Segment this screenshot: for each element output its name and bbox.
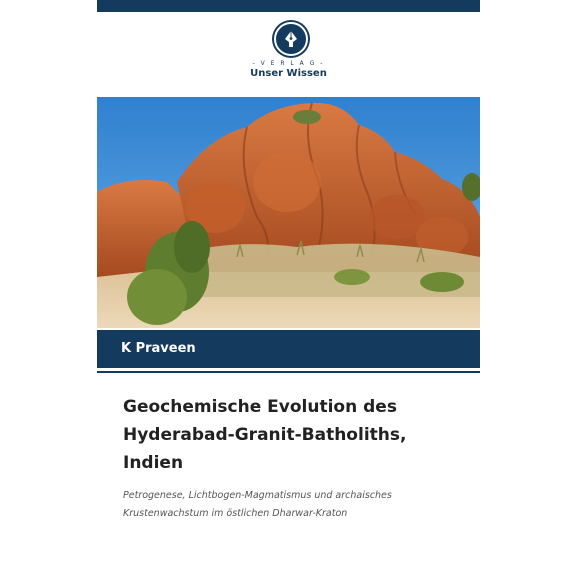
title-line: Hyderabad-Granit-Batholiths, (123, 425, 407, 445)
title-line: Indien (123, 453, 184, 473)
book-subtitle (123, 487, 468, 523)
subtitle-line: Petrogenese, Lichtbogen-Magmatismus und archaisches (123, 490, 392, 501)
shrub-right (420, 272, 464, 292)
author-band (97, 330, 480, 368)
title-line: Geochemische Evolution des (123, 397, 397, 417)
book-title (123, 393, 463, 477)
publisher-tagline: - V E R L A G - (252, 60, 325, 67)
top-color-band (97, 0, 480, 12)
publisher-name: Unser Wissen (250, 68, 327, 79)
subtitle-line: Krustenwachstum im östlichen Dharwar-Kraton (123, 508, 348, 519)
book-cover (97, 0, 480, 576)
granite-tor-illustration (97, 97, 480, 328)
divider-line (97, 371, 480, 373)
cover-photo (97, 97, 480, 328)
fountain-pen-nib-icon (283, 30, 299, 48)
author-name: K Praveen (121, 341, 196, 356)
logo-badge (274, 22, 308, 56)
publisher-logo (97, 22, 480, 82)
